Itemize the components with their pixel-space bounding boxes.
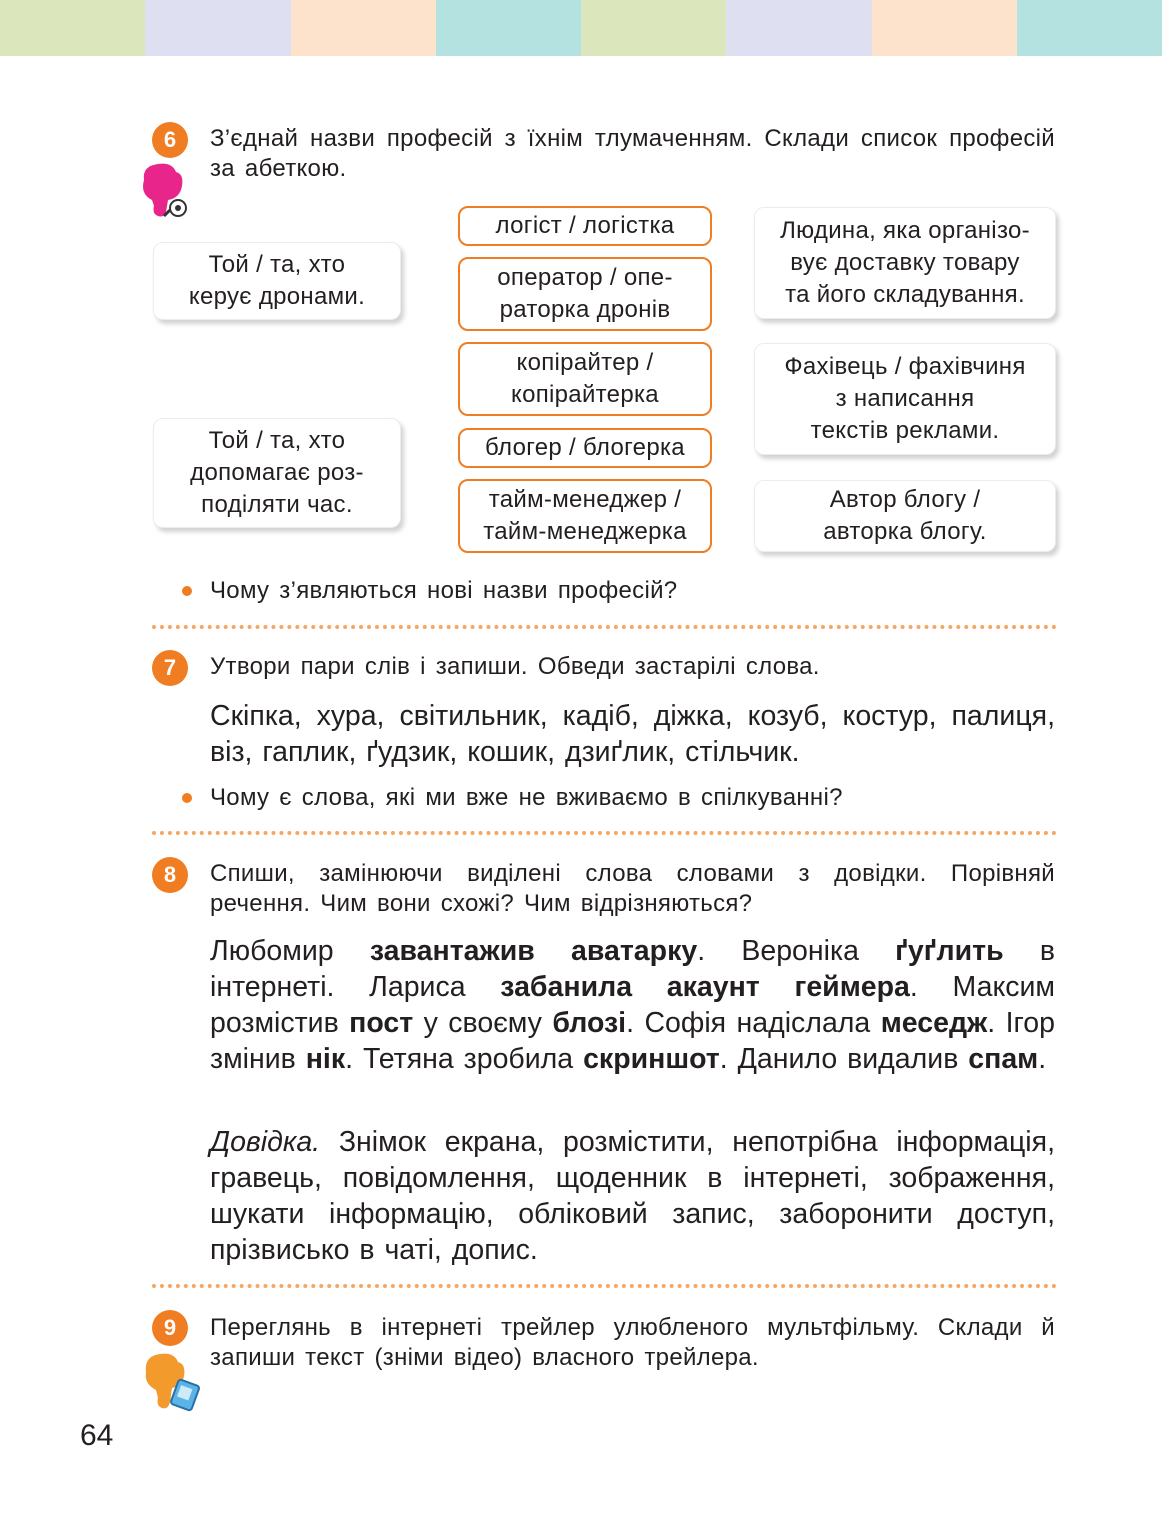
stripe [436, 0, 581, 56]
profession-card-blogger[interactable] [458, 428, 712, 468]
task8-instruction: Спиши, замінюючи виділені слова словами з довідки. Порівняй речення. Чим вони схожі? Чим відрізняються? [210, 860, 1055, 917]
task-number-6: 6 [152, 122, 188, 158]
bullet-icon [182, 586, 192, 596]
card-line: тайм-менеджер / [488, 486, 682, 513]
bullet-icon [182, 793, 192, 803]
profession-card-logist[interactable] [458, 206, 712, 246]
task7-instruction: Утвори пари слів і запиши. Обведи застарілі слова. [210, 653, 820, 680]
text-fragment: . Софія надіслала [626, 1007, 881, 1039]
card-line: Автор блогу / [829, 486, 981, 513]
dotted-divider [152, 831, 1057, 835]
text-fragment: . Вероніка [697, 935, 896, 967]
definition-card-right-3[interactable] [754, 480, 1056, 552]
card-line: тайм-менеджерка [483, 518, 687, 545]
card-line: блогер / блогерка [485, 434, 685, 461]
card-line: Той / та, хто [208, 427, 346, 454]
dotted-divider [152, 1284, 1057, 1288]
text-fragment: . Данило видалив [719, 1043, 969, 1075]
stripe [581, 0, 726, 56]
text-fragment: . Максим розмістив [210, 971, 1055, 1039]
highlighted-word: пост [349, 1007, 414, 1039]
card-line: допомагає роз- [190, 459, 364, 486]
card-line: оператор / опе- [497, 264, 673, 291]
highlighted-word: блозі [552, 1007, 627, 1039]
stripe [0, 0, 145, 56]
card-line: Фахівець / фахівчиня [784, 353, 1026, 380]
card-line: Той / та, хто [208, 251, 346, 278]
text-fragment: . [1038, 1043, 1047, 1075]
profession-card-copywriter[interactable] [458, 342, 712, 416]
task-number-9: 9 [152, 1310, 188, 1346]
card-line: з написання [835, 385, 975, 412]
card-line: та його складування. [785, 281, 1025, 308]
definition-card-left-2[interactable] [153, 418, 401, 528]
card-line: раторка дронів [499, 296, 671, 323]
card-line: копірайтерка [511, 381, 659, 408]
stripe [1017, 0, 1162, 56]
stripe [145, 0, 290, 56]
task8-text [210, 933, 1055, 1077]
task8-reference [210, 1124, 1055, 1268]
page-number: 64 [80, 1419, 114, 1452]
text-fragment: у своєму [413, 1007, 553, 1039]
task6-instruction: З’єднай назви професій з їхнім тлумаченням. Склади список професій за абеткою. [210, 125, 1055, 182]
reference-label: Довідка. [210, 1126, 321, 1158]
reference-text: Знімок екрана, розмістити, непотрібна інформація, гравець, повідомлення, щоденник в інтернеті, зображення, шукати інформацію, обліковий запис, заборонити доступ, прізвисько в чаті, допис. [210, 1126, 1055, 1266]
orange-hand-mascot-icon [140, 1350, 202, 1416]
text-fragment: в інтернеті. Лариса [210, 935, 1055, 1003]
definition-card-right-1[interactable] [754, 207, 1056, 319]
text-fragment: . Ігор змінив [210, 1007, 1055, 1075]
task-number-8: 8 [152, 857, 188, 893]
profession-card-drone-operator[interactable] [458, 257, 712, 331]
profession-card-time-manager[interactable] [458, 479, 712, 553]
highlighted-word: нік [305, 1043, 346, 1075]
card-line: керує дронами. [188, 283, 366, 310]
definition-card-right-2[interactable] [754, 343, 1056, 455]
highlighted-word: ґуґлить [895, 935, 1004, 967]
card-line: авторка блогу. [823, 518, 987, 545]
task7-words: Скіпка, хура, світильник, кадіб, діжка, козуб, костур, палиця, віз, гаплик, ґудзик, кошик, дзиґлик, стільчик. [210, 700, 1055, 768]
highlighted-word: скриншот [583, 1043, 720, 1075]
task-number-7: 7 [152, 650, 188, 686]
highlighted-word: забанила акаунт геймера [500, 971, 910, 1003]
header-color-stripes [0, 0, 1162, 56]
highlighted-word: спам [968, 1043, 1039, 1075]
highlighted-word: завантажив аватарку [369, 935, 698, 967]
card-line: копірайтер / [516, 349, 654, 376]
text-fragment: Любомир [210, 935, 370, 967]
card-line: вує доставку товару [790, 249, 1020, 276]
stripe [872, 0, 1017, 56]
highlighted-word: меседж [880, 1007, 988, 1039]
stripe [291, 0, 436, 56]
text-fragment: . Тетяна зробила [345, 1043, 584, 1075]
card-line: поділяти час. [201, 491, 353, 518]
task9-instruction: Переглянь в інтернеті трейлер улюбленого мультфільму. Склади й запиши текст (зніми відео) власного трейлера. [210, 1314, 1055, 1371]
card-line: Людина, яка організо- [780, 217, 1030, 244]
pink-hand-mascot-icon [136, 160, 196, 226]
card-line: логіст / логістка [495, 212, 675, 239]
stripe [726, 0, 871, 56]
dotted-divider [152, 625, 1057, 629]
card-line: текстів реклами. [810, 417, 1000, 444]
definition-card-left-1[interactable] [153, 242, 401, 320]
task7-question: Чому є слова, які ми вже не вживаємо в спілкуванні? [210, 784, 843, 811]
task6-question: Чому з’являються нові назви професій? [210, 577, 678, 604]
